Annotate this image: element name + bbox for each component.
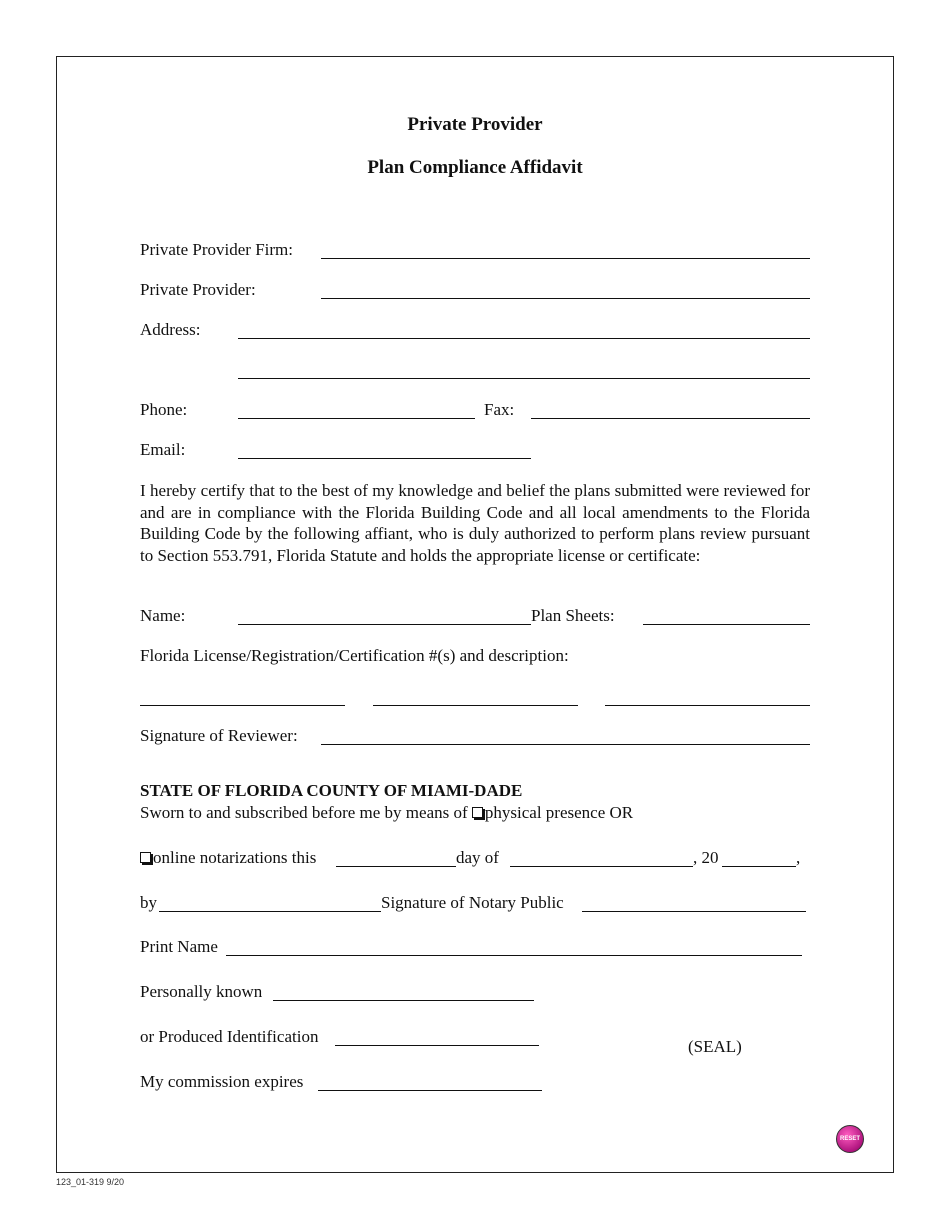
notary-signature-field[interactable] — [582, 911, 806, 912]
by-field[interactable] — [159, 911, 381, 912]
plan-sheets-field[interactable] — [643, 624, 810, 625]
commission-field[interactable] — [318, 1090, 542, 1091]
fax-label: Fax: — [484, 400, 515, 419]
name-field[interactable] — [238, 624, 531, 625]
year-comma: , — [796, 848, 801, 867]
name-label: Name: — [140, 606, 186, 625]
provider-field[interactable] — [321, 298, 810, 299]
phone-label: Phone: — [140, 400, 188, 419]
online-notarization-checkbox[interactable] — [140, 852, 151, 863]
print-name-field[interactable] — [226, 955, 802, 956]
certification-statement: I hereby certify that to the best of my knowledge and belief the plans submitted were reviewed for and are in compliance with the Florida Building Code and all local amendments to the Florida Building Code by the following affiant, who is duly authorized to perform plans review pursuant to Section 553.791, Florida Statute and holds the appropriate license or certificate: — [140, 481, 810, 565]
email-field[interactable] — [238, 458, 531, 459]
day-field[interactable] — [336, 866, 456, 867]
state-county-heading: STATE OF FLORIDA COUNTY OF MIAMI-DADE — [140, 781, 523, 800]
license-field-3[interactable] — [605, 705, 810, 706]
reset-button[interactable]: RESET — [836, 1125, 864, 1153]
year-field[interactable] — [722, 866, 796, 867]
address-field-2[interactable] — [238, 378, 810, 379]
month-field[interactable] — [510, 866, 693, 867]
commission-label: My commission expires — [140, 1072, 304, 1091]
day-of-label: day of — [456, 848, 499, 867]
form-title: Private Provider — [407, 114, 543, 135]
online-notarization-label: online notarizations this — [153, 848, 317, 867]
email-label: Email: — [140, 440, 186, 459]
provider-label: Private Provider: — [140, 280, 256, 299]
phone-field[interactable] — [238, 418, 475, 419]
address-field-1[interactable] — [238, 338, 810, 339]
notary-signature-label: Signature of Notary Public — [381, 893, 564, 912]
fax-field[interactable] — [531, 418, 810, 419]
signature-label: Signature of Reviewer: — [140, 726, 298, 745]
license-field-2[interactable] — [373, 705, 578, 706]
physical-presence-checkbox[interactable] — [472, 807, 483, 818]
sworn-text: Sworn to and subscribed before me by means of — [140, 803, 472, 822]
by-label: by — [140, 893, 157, 912]
firm-label: Private Provider Firm: — [140, 240, 293, 259]
year-prefix: , 20 — [693, 848, 719, 867]
online-line — [140, 848, 316, 868]
plan-sheets-label: Plan Sheets: — [531, 606, 615, 625]
address-label: Address: — [140, 320, 201, 339]
produced-id-field[interactable] — [335, 1045, 539, 1046]
firm-field[interactable] — [321, 258, 810, 259]
license-field-1[interactable] — [140, 705, 345, 706]
produced-id-label: or Produced Identification — [140, 1027, 319, 1046]
form-number: 123_01-319 9/20 — [56, 1177, 125, 1187]
personally-known-label: Personally known — [140, 982, 263, 1001]
print-name-label: Print Name — [140, 937, 218, 956]
personally-known-field[interactable] — [273, 1000, 534, 1001]
physical-presence-label: physical presence OR — [484, 803, 634, 822]
sworn-line — [140, 803, 633, 823]
license-label: Florida License/Registration/Certification #(s) and description: — [140, 646, 569, 665]
form-subtitle: Plan Compliance Affidavit — [367, 157, 583, 178]
signature-field[interactable] — [321, 744, 810, 745]
seal-label: (SEAL) — [688, 1037, 742, 1056]
